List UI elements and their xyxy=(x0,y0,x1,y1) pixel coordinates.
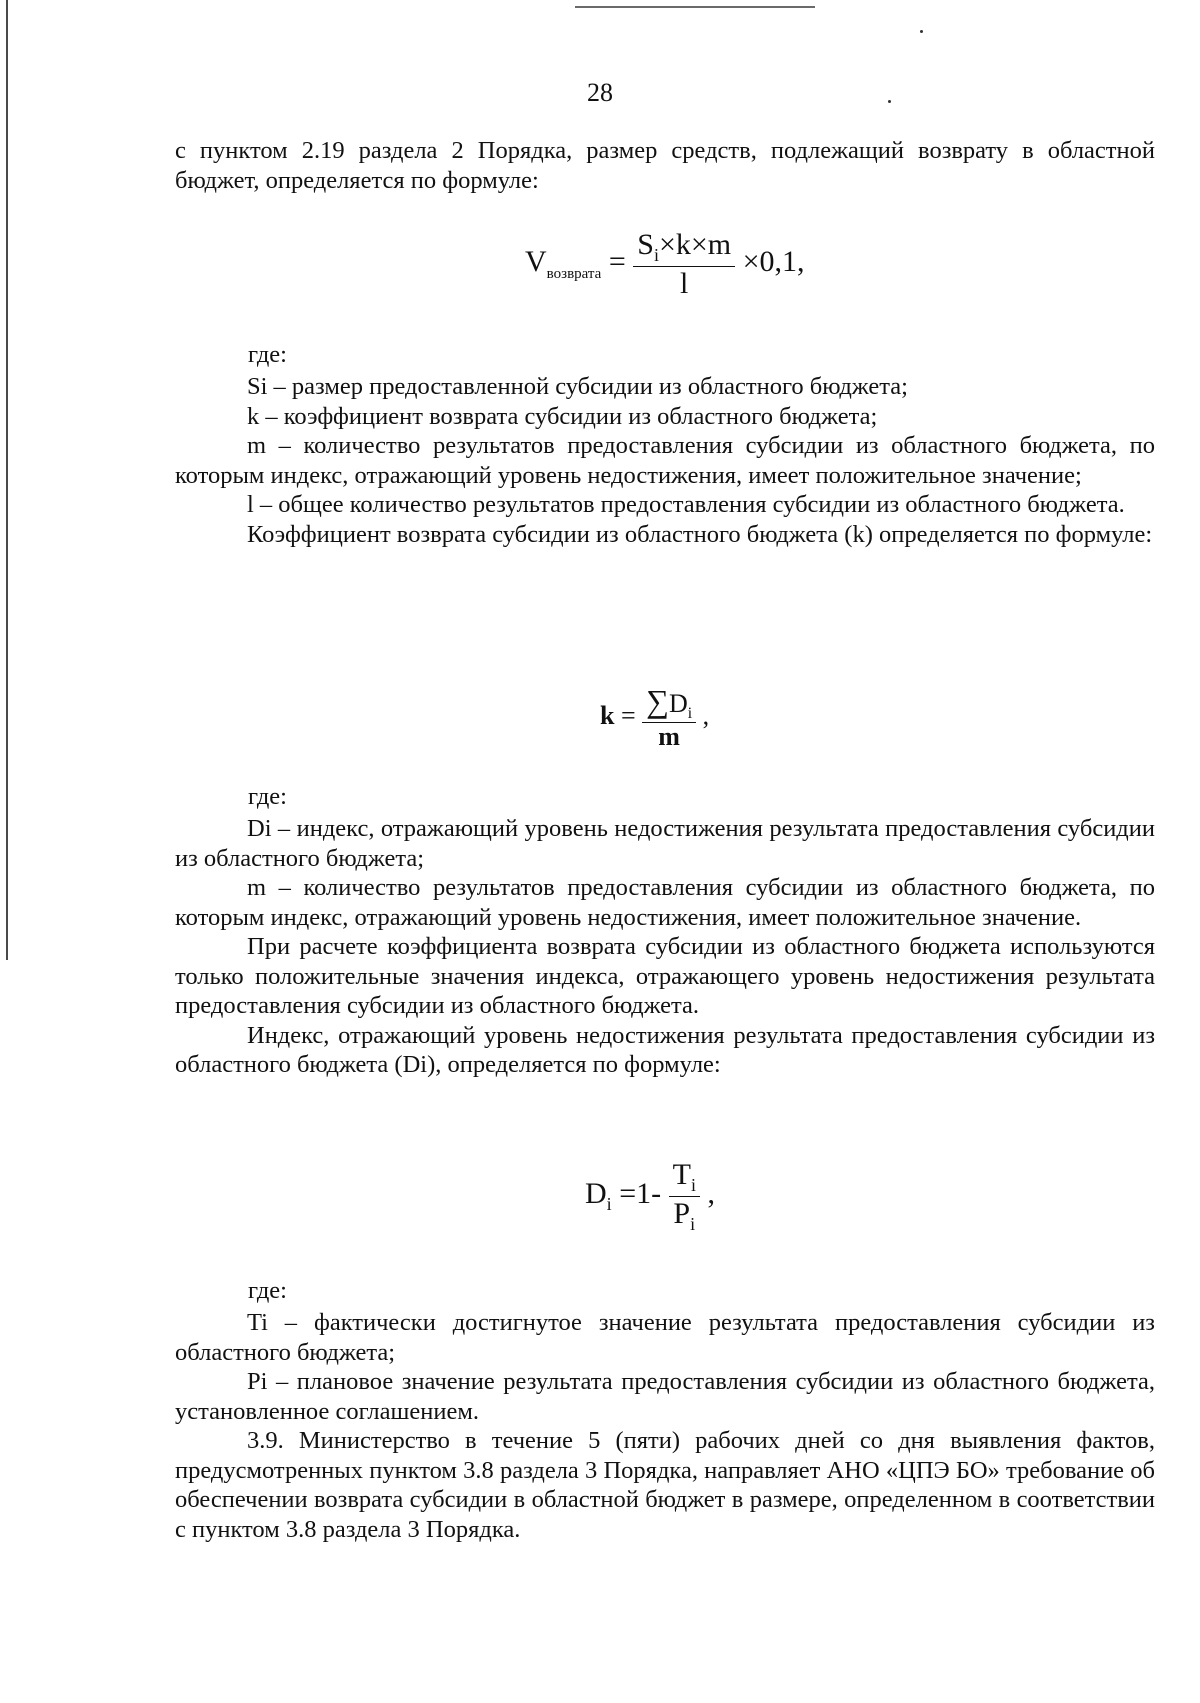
formula1-lhs-sub: возврата xyxy=(546,265,602,282)
def-m-2: m – количество результатов предоставления субсидии из областного бюджета, по которым индекс, отражающий уровень недостижения, имеет положительное значение. xyxy=(175,874,1155,931)
formula3-numerator: $T_i$ xyxy=(669,1158,700,1197)
scan-speck xyxy=(920,30,923,33)
definitions-block-1 xyxy=(175,372,1155,549)
def-pi: Pi – плановое значение результата предоставления субсидии из областного бюджета, установленное соглашением. xyxy=(175,1368,1155,1425)
formula2-lhs: k xyxy=(600,700,615,730)
formula3-denominator: $P_i$ xyxy=(673,1196,696,1234)
formula1-tail: ×0,1, xyxy=(742,244,805,278)
formula2-fraction xyxy=(642,684,696,752)
def-l: l – общее количество результатов предоставления субсидии из областного бюджета. xyxy=(247,491,1125,518)
intro-paragraph: с пунктом 2.19 раздела 2 Порядка, размер средств, подлежащий возврату в областной бюджет, определяется по формуле: xyxy=(175,137,1155,194)
formula-return-amount xyxy=(525,228,805,300)
page-number: 28 xyxy=(587,78,613,107)
scan-speck xyxy=(888,100,891,103)
formula3-tail: , xyxy=(707,1177,715,1211)
def-m: m – количество результатов предоставления субсидии из областного бюджета, по которым индекс, отражающий уровень недостижения, имеет положительное значение; xyxy=(175,432,1155,489)
def-di: Di – индекс, отражающий уровень недостижения результата предоставления субсидии из областного бюджета; xyxy=(175,815,1155,872)
formula3-lhs-sub: i xyxy=(606,1194,612,1215)
formula3-eq: =1- xyxy=(619,1177,662,1211)
formula2-numerator: $\sum D_i$ xyxy=(642,684,696,723)
formula2-denominator: m xyxy=(658,722,680,752)
where-label-1: где: xyxy=(248,341,287,368)
calc-note-paragraph: При расчете коэффициента возврата субсидии из областного бюджета используются только положительные значения индекса, отражающего уровень недостижения результата предоставления субсидии из областного бюджета. xyxy=(175,933,1155,1019)
formula3-fraction xyxy=(669,1158,700,1235)
definitions-block-3 xyxy=(175,1308,1155,1544)
di-intro-paragraph: Индекс, отражающий уровень недостижения результата предоставления субсидии из областного бюджета (Di), определяется по формуле: xyxy=(175,1021,1155,1078)
intro-block xyxy=(175,136,1155,195)
k-intro-paragraph: Коэффициент возврата субсидии из областного бюджета (k) определяется по формуле: xyxy=(247,520,1153,548)
formula1-eq: = xyxy=(608,244,626,278)
formula2-eq: = xyxy=(620,700,636,730)
formula2-tail: , xyxy=(702,700,710,730)
definitions-block-2 xyxy=(175,814,1155,1080)
scan-artifact-top-line xyxy=(575,6,815,8)
formula1-lhs: V xyxy=(525,244,547,278)
formula-index-di xyxy=(585,1158,715,1235)
formula1-denominator: l xyxy=(680,266,689,300)
scan-artifact-left-edge xyxy=(6,0,8,960)
where-label-2: где: xyxy=(248,783,287,810)
def-k: k – коэффициент возврата субсидии из областного бюджета; xyxy=(247,402,878,430)
where-label-3: где: xyxy=(248,1277,287,1304)
def-si: Si – размер предоставленной субсидии из областного бюджета; xyxy=(247,373,908,400)
clause-3-9-paragraph: 3.9. Министерство в течение 5 (пяти) рабочих дней со дня выявления фактов, предусмотренных пунктом 3.8 раздела 3 Порядка, направляет АНО «ЦПЭ БО» требование об обеспечении возврата субсидии в областной бюджет в размере, определенном в соответствии с пунктом 3.8 раздела 3 Порядка. xyxy=(175,1427,1155,1543)
formula1-fraction xyxy=(633,228,735,300)
def-ti: Ti – фактически достигнутое значение результата предоставления субсидии из областного бюджета; xyxy=(175,1309,1155,1366)
formula3-lhs: D xyxy=(585,1177,607,1211)
formula1-numerator: $S_i\times k\times m$ xyxy=(633,228,735,267)
formula-coefficient-k xyxy=(600,684,709,752)
